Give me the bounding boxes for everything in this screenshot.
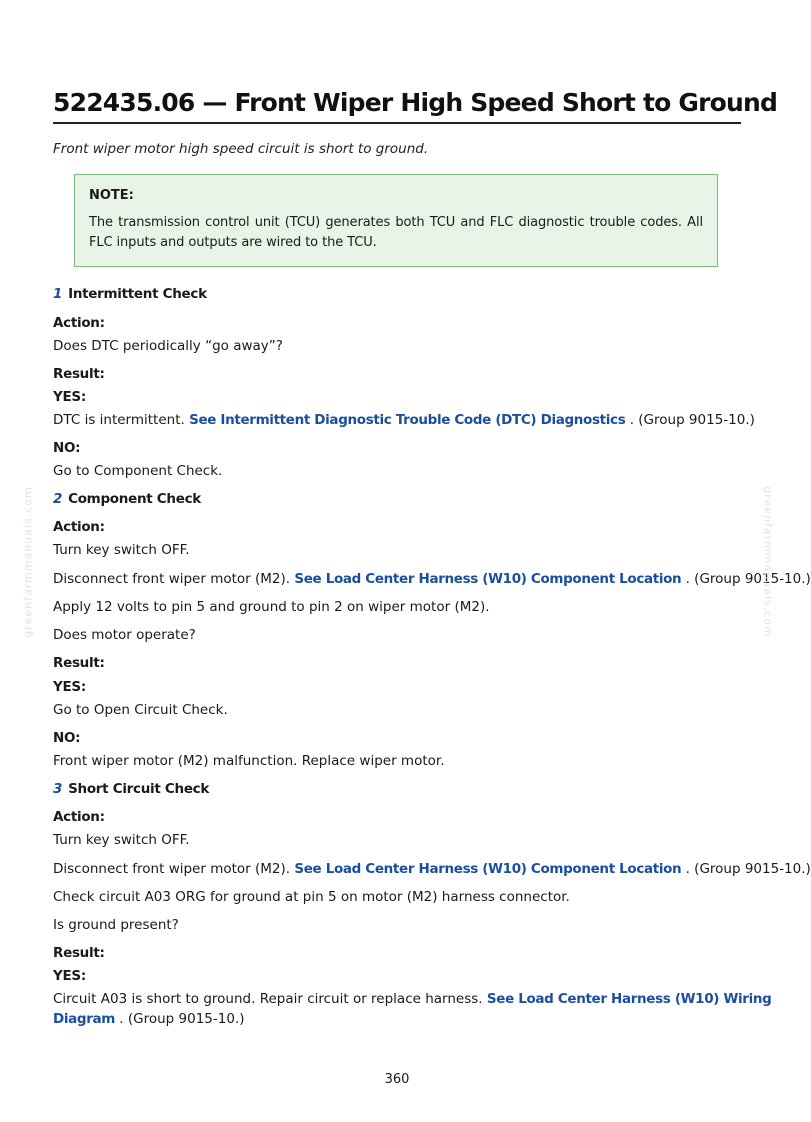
watermark-left: greenfarmmanuals.com <box>21 486 35 638</box>
result-label: Result: <box>53 366 105 382</box>
component-location-link[interactable]: See Load Center Harness (W10) Component Location <box>294 861 682 877</box>
yes-text-body: Circuit A03 is short to ground. Repair circuit or replace harness. <box>53 991 483 1007</box>
no-label: NO: <box>53 730 81 746</box>
yes-label: YES: <box>53 679 86 695</box>
yes-text: Go to Open Circuit Check. <box>53 702 228 718</box>
result-label: Result: <box>53 945 105 961</box>
no-label: NO: <box>53 440 81 456</box>
step-2-heading <box>53 491 201 507</box>
page-subtitle: Front wiper motor high speed circuit is short to ground. <box>53 141 429 157</box>
title-divider <box>53 122 741 124</box>
step-title: Component Check <box>68 491 201 507</box>
step-1-heading <box>53 286 207 302</box>
group-reference: . (Group 9015-10.) <box>119 1011 245 1027</box>
no-text: Front wiper motor (M2) malfunction. Replace wiper motor. <box>53 753 445 769</box>
note-box <box>74 174 718 267</box>
yes-text-continued <box>53 1011 245 1027</box>
yes-label: YES: <box>53 389 86 405</box>
step-title: Short Circuit Check <box>68 781 210 797</box>
step-3-heading <box>53 781 209 797</box>
page-title: 522435.06 — Front Wiper High Speed Short to Ground <box>53 88 778 117</box>
note-label: NOTE: <box>89 188 134 203</box>
yes-text <box>53 991 771 1007</box>
action-text: Check circuit A03 ORG for ground at pin 5 on motor (M2) harness connector. <box>53 889 570 905</box>
action-text: Turn key switch OFF. <box>53 832 190 848</box>
group-reference: . (Group 9015-10.) <box>685 571 811 587</box>
wiring-diagram-link[interactable]: See Load Center Harness (W10) Wiring <box>486 991 772 1007</box>
group-reference: . (Group 9015-10.) <box>629 412 755 428</box>
intermittent-dtc-link[interactable]: See Intermittent Diagnostic Trouble Code (DTC) Diagnostics <box>189 412 626 428</box>
yes-text <box>53 412 755 428</box>
action-label: Action: <box>53 519 105 535</box>
action-text: Does motor operate? <box>53 627 196 643</box>
result-label: Result: <box>53 655 105 671</box>
yes-label: YES: <box>53 968 86 984</box>
wiring-diagram-link-continued[interactable]: Diagram <box>53 1011 115 1027</box>
watermark-right: greenfarmmanuals.com <box>761 486 775 638</box>
step-number: 1 <box>53 286 63 302</box>
step-number: 3 <box>53 781 63 797</box>
no-text: Go to Component Check. <box>53 463 223 479</box>
action-text-body: Disconnect front wiper motor (M2). <box>53 571 291 587</box>
page-number: 360 <box>384 1072 410 1087</box>
action-label: Action: <box>53 809 105 825</box>
action-text-body: Disconnect front wiper motor (M2). <box>53 861 291 877</box>
action-text: Is ground present? <box>53 917 179 933</box>
action-text <box>53 571 811 587</box>
group-reference: . (Group 9015-10.) <box>685 861 811 877</box>
yes-text-body: DTC is intermittent. <box>53 412 185 428</box>
step-number: 2 <box>53 491 63 507</box>
action-text: Does DTC periodically “go away”? <box>53 338 283 354</box>
action-label: Action: <box>53 315 105 331</box>
action-text: Apply 12 volts to pin 5 and ground to pin 2 on wiper motor (M2). <box>53 599 490 615</box>
note-text: The transmission control unit (TCU) generates both TCU and FLC diagnostic trouble codes. All FLC inputs and outputs are wired to the TCU. <box>89 215 703 250</box>
action-text <box>53 861 811 877</box>
action-text: Turn key switch OFF. <box>53 542 190 558</box>
step-title: Intermittent Check <box>68 286 207 302</box>
component-location-link[interactable]: See Load Center Harness (W10) Component Location <box>294 571 682 587</box>
